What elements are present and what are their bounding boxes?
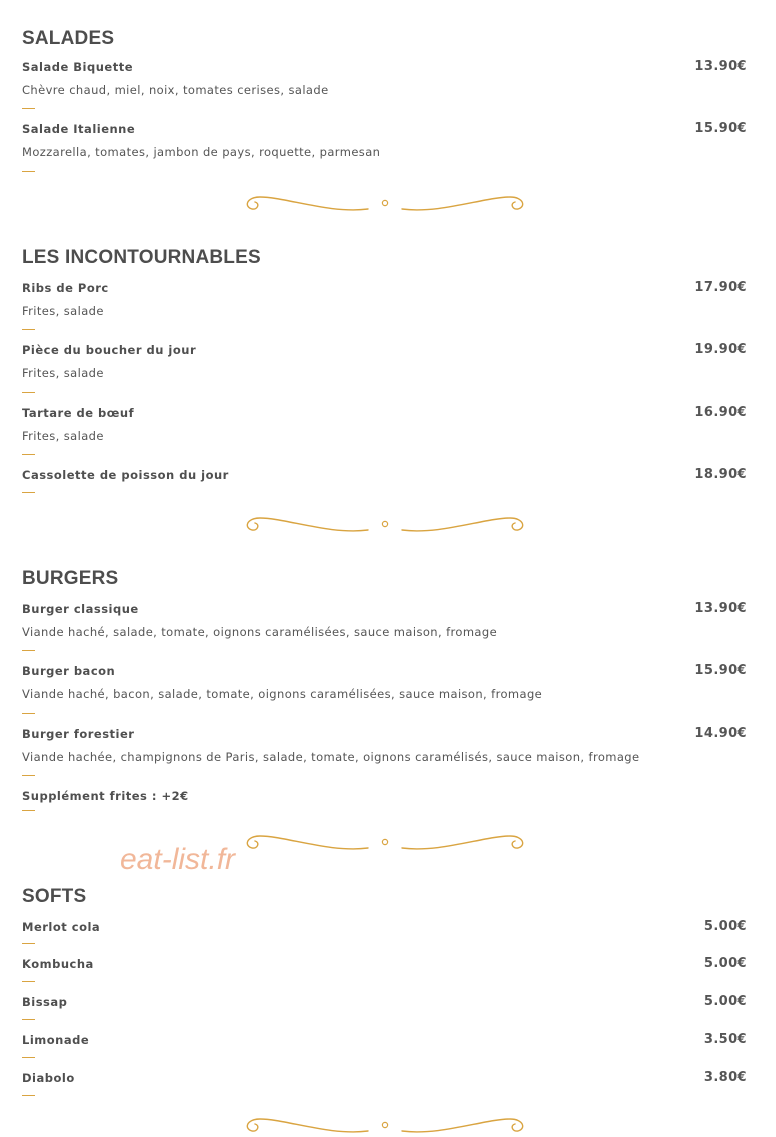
- item-name: Tartare de bœuf: [22, 406, 135, 420]
- item-name: Ribs de Porc: [22, 281, 109, 295]
- item-description: Viande haché, bacon, salade, tomate, oignons caramélisées, sauce maison, fromage: [22, 687, 543, 701]
- item-name: Kombucha: [22, 957, 94, 971]
- item-price: 15.90€: [694, 663, 747, 678]
- item-price: 15.90€: [694, 121, 747, 136]
- item-separator: [22, 454, 35, 455]
- ornament-scroll-icon: [240, 828, 530, 854]
- ornament-scroll-icon: [240, 510, 530, 536]
- item-separator: [22, 810, 35, 811]
- item-price: 5.00€: [703, 994, 747, 1009]
- ornament-scroll-icon: [240, 189, 530, 215]
- item-price: 13.90€: [694, 59, 747, 74]
- section-title: LES INCONTOURNABLES: [22, 247, 261, 268]
- ornament-scroll-icon: [240, 1111, 530, 1137]
- item-price: 16.90€: [694, 405, 747, 420]
- item-description: Mozzarella, tomates, jambon de pays, roquette, parmesan: [22, 145, 381, 159]
- item-name: Burger classique: [22, 602, 139, 616]
- section-title: SALADES: [22, 28, 115, 49]
- item-price: 3.50€: [703, 1032, 747, 1047]
- item-separator: [22, 1095, 35, 1096]
- item-separator: [22, 171, 35, 172]
- item-separator: [22, 1019, 35, 1020]
- item-price: 14.90€: [694, 726, 747, 741]
- item-price: 19.90€: [694, 342, 747, 357]
- item-price: 5.00€: [703, 956, 747, 971]
- item-description: Frites, salade: [22, 366, 104, 380]
- item-description: Viande hachée, champignons de Paris, salade, tomate, oignons caramélisés, sauce maison, fromage: [22, 750, 640, 764]
- item-name: Salade Biquette: [22, 60, 133, 74]
- item-separator: [22, 943, 35, 944]
- item-name: Limonade: [22, 1033, 90, 1047]
- item-name: Burger bacon: [22, 664, 116, 678]
- section-title: SOFTS: [22, 886, 87, 907]
- item-name: Diabolo: [22, 1071, 75, 1085]
- item-description: Frites, salade: [22, 304, 104, 318]
- item-price: 18.90€: [694, 467, 747, 482]
- item-description: Frites, salade: [22, 429, 104, 443]
- item-name: Supplément frites : +2€: [22, 789, 189, 803]
- item-separator: [22, 329, 35, 330]
- item-separator: [22, 981, 35, 982]
- item-price: 3.80€: [703, 1070, 747, 1085]
- item-description: Viande haché, salade, tomate, oignons caramélisées, sauce maison, fromage: [22, 625, 498, 639]
- item-separator: [22, 108, 35, 109]
- item-separator: [22, 650, 35, 651]
- item-name: Bissap: [22, 995, 68, 1009]
- item-separator: [22, 392, 35, 393]
- item-name: Salade Italienne: [22, 122, 136, 136]
- item-name: Burger forestier: [22, 727, 135, 741]
- item-price: 17.90€: [694, 280, 747, 295]
- item-separator: [22, 713, 35, 714]
- item-name: Merlot cola: [22, 920, 101, 934]
- item-separator: [22, 492, 35, 493]
- item-separator: [22, 1057, 35, 1058]
- item-price: 5.00€: [703, 919, 747, 934]
- item-name: Pièce du boucher du jour: [22, 343, 197, 357]
- item-separator: [22, 775, 35, 776]
- item-price: 13.90€: [694, 601, 747, 616]
- item-name: Cassolette de poisson du jour: [22, 468, 229, 482]
- watermark: eat-list.fr: [120, 843, 236, 876]
- section-title: BURGERS: [22, 568, 119, 589]
- item-description: Chèvre chaud, miel, noix, tomates cerises, salade: [22, 83, 329, 97]
